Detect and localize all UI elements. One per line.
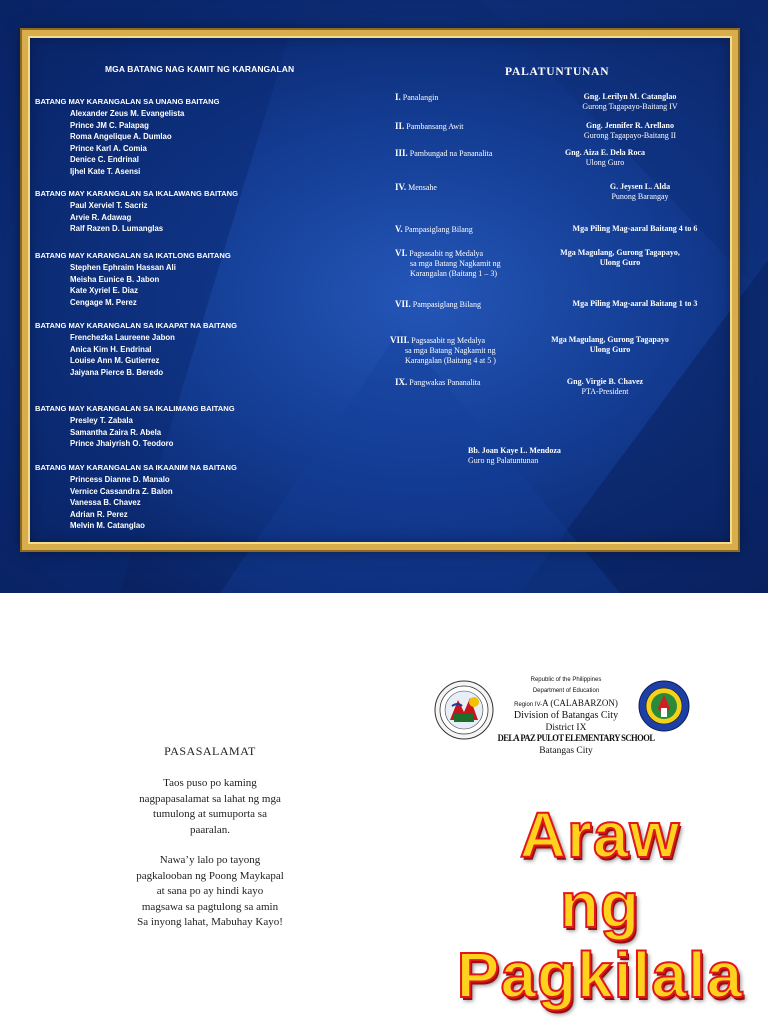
honoree-name: Frenchezka Laureene Jabon bbox=[70, 333, 175, 342]
region-line bbox=[490, 698, 642, 708]
responsible-role: Gurong Tagapayo-Baitang II bbox=[583, 131, 677, 140]
program-title: PALATUNTUNAN bbox=[505, 66, 610, 78]
thanks-line: pagkalooban ng Poong Maykapal bbox=[136, 869, 284, 882]
title-line-2: ng bbox=[559, 869, 641, 941]
program-item-label: Pagsasabit ng Medalya bbox=[409, 249, 484, 258]
honoree-name: Melvin M. Catanglao bbox=[70, 521, 145, 530]
grade-block bbox=[35, 188, 375, 235]
responsible-name: Mga Piling Mag-aaral Baitang 1 to 3 bbox=[572, 299, 698, 308]
thanks-line: at sana po ay hindi kayo bbox=[156, 885, 264, 897]
responsible-name: Mga Magulang, Gurong Tagapayo, bbox=[560, 248, 680, 257]
program-responsible bbox=[545, 377, 665, 397]
school-name: DELA PAZ PULOT ELEMENTARY SCHOOL bbox=[497, 734, 655, 744]
program-item-label: Pambansang Awit bbox=[406, 122, 464, 131]
event-title bbox=[445, 800, 755, 1010]
honoree-name: Paul Xerviel T. Sacriz bbox=[70, 201, 148, 210]
grade-block bbox=[35, 462, 375, 532]
deped-line: Department of Education bbox=[532, 688, 600, 694]
program-item-label: Pampasiglang Bilang bbox=[412, 300, 481, 309]
region-name: A (CALABARZON) bbox=[542, 698, 618, 708]
responsible-name: Gng. Virgie B. Chavez bbox=[566, 377, 644, 386]
program-responsible bbox=[545, 121, 715, 141]
program-responsible bbox=[545, 299, 725, 309]
program-item-number: IX. bbox=[395, 377, 408, 387]
honoree-name: Prince Karl A. Comia bbox=[70, 143, 147, 153]
program-item bbox=[395, 121, 464, 132]
honoree-name: Louise Ann M. Gutierrez bbox=[70, 356, 160, 365]
grade-heading: BATANG MAY KARANGALAN SA IKAAPAT NA BAITANG bbox=[35, 321, 238, 330]
honoree-name: Adrian R. Perez bbox=[70, 509, 128, 519]
honoree-name: Prince Jhaiyrish O. Teodoro bbox=[70, 439, 174, 448]
emcee-role: Guro ng Palatuntunan bbox=[468, 456, 539, 465]
program-item-number: VII. bbox=[395, 299, 411, 309]
thanks-line: paaralan. bbox=[190, 823, 230, 836]
grade-heading: BATANG MAY KARANGALAN SA IKAANIM NA BAITANG bbox=[35, 463, 237, 472]
grade-heading: BATANG MAY KARANGALAN SA IKATLONG BAITANG bbox=[35, 251, 231, 260]
grade-heading: BATANG MAY KARANGALAN SA IKALAWANG BAITANG bbox=[35, 189, 239, 198]
school-seal-logo bbox=[638, 680, 690, 732]
honoree-name: Roma Angelique A. Dumlao bbox=[70, 132, 172, 141]
grade-heading: BATANG MAY KARANGALAN SA IKALIMANG BAITANG bbox=[35, 404, 235, 413]
division-line: Division of Batangas City bbox=[513, 710, 619, 721]
grade-block bbox=[35, 96, 375, 177]
thanks-line: nagpapasalamat sa lahat ng mga bbox=[139, 792, 281, 805]
responsible-name: G. Jeysen L. Alda bbox=[609, 182, 671, 191]
program-item-number: VIII. bbox=[390, 335, 410, 345]
thanks-line: Sa inyong lahat, Mabuhay Kayo! bbox=[137, 916, 283, 928]
city-seal-logo bbox=[434, 680, 494, 740]
program-responsible bbox=[525, 335, 695, 355]
honoree-name: Princess Dianne D. Manalo bbox=[70, 475, 170, 484]
honoree-name: Jaiyana Pierce B. Beredo bbox=[70, 367, 164, 377]
program-item-label: Pambungad na Pananalita bbox=[409, 149, 493, 158]
program-item-number: VI. bbox=[395, 248, 408, 258]
district-line: District IX bbox=[545, 723, 587, 733]
program-responsible bbox=[580, 182, 700, 202]
program-item-number: IV. bbox=[395, 182, 407, 192]
program-item-number: II. bbox=[395, 121, 405, 131]
emcee-name: Bb. Joan Kaye L. Mendoza bbox=[468, 446, 561, 455]
thanks-line: Nawa’y lalo po tayong bbox=[159, 854, 261, 866]
responsible-role: PTA-President bbox=[581, 387, 629, 396]
honoree-name: Alexander Zeus M. Evangelista bbox=[70, 109, 185, 118]
program-item-label: Karangalan (Baitang 4 at 5 ) bbox=[405, 356, 496, 365]
grade-block bbox=[35, 250, 375, 308]
program-item bbox=[395, 248, 501, 279]
region-prefix: Region IV- bbox=[514, 702, 543, 708]
program-item bbox=[395, 148, 492, 159]
thanks-line: magsawa sa pagtulong sa amin bbox=[141, 900, 279, 913]
program-item bbox=[395, 224, 473, 235]
program-item-label: Karangalan (Baitang 1 – 3) bbox=[410, 269, 498, 278]
program-responsible bbox=[545, 148, 665, 168]
grade-heading: BATANG MAY KARANGALAN SA UNANG BAITANG bbox=[35, 97, 220, 106]
title-line-3: Pagkilala bbox=[456, 939, 744, 1011]
responsible-name: Mga Magulang, Gurong Tagapayo bbox=[551, 335, 669, 344]
responsible-role: Gurong Tagapayo-Baitang IV bbox=[582, 102, 678, 111]
program-responsible bbox=[545, 92, 715, 112]
program-item-label: Pagsasabit ng Medalya bbox=[411, 336, 486, 345]
honoree-name: Vernice Cassandra Z. Balon bbox=[70, 486, 173, 496]
thanks-paragraph-1 bbox=[105, 776, 315, 838]
honoree-name: Samantha Zaira R. Abela bbox=[70, 427, 162, 437]
responsible-name: Gng. Aiza E. Dela Roca bbox=[565, 148, 645, 157]
thanks-line: tumulong at sumuporta sa bbox=[153, 808, 267, 820]
program-item-number: V. bbox=[395, 224, 403, 234]
program-item-label: sa mga Batang Nagkamit ng bbox=[410, 259, 501, 268]
program-item bbox=[395, 299, 481, 310]
program-item-label: Panalangin bbox=[402, 93, 439, 102]
grade-block bbox=[35, 320, 375, 378]
title-line-1: Araw bbox=[519, 799, 681, 871]
responsible-role: Ulong Guro bbox=[589, 345, 631, 354]
program-item bbox=[395, 377, 481, 388]
responsible-role: Punong Barangay bbox=[611, 192, 669, 201]
honoree-name: Vanessa B. Chavez bbox=[70, 498, 141, 507]
program-item bbox=[390, 335, 496, 366]
responsible-name: Mga Piling Mag-aaral Baitang 4 to 6 bbox=[572, 224, 698, 233]
honoree-name: Stephen Ephraim Hassan Ali bbox=[70, 263, 176, 272]
program-responsible bbox=[540, 248, 700, 268]
honoree-name: Ralf Razen D. Lumanglas bbox=[70, 224, 164, 233]
thanks-line: Taos puso po kaming bbox=[163, 777, 257, 789]
program-item-number: III. bbox=[395, 148, 408, 158]
honoree-name: Anica Kim H. Endrinal bbox=[70, 344, 152, 354]
responsible-role: Ulong Guro bbox=[599, 258, 641, 267]
program-responsible bbox=[545, 224, 725, 234]
honoree-name: Meisha Eunice B. Jabon bbox=[70, 274, 160, 284]
program-item-label: Pangwakas Pananalita bbox=[409, 378, 481, 387]
honoree-name: Kate Xyriel E. Diaz bbox=[70, 286, 139, 295]
responsible-role: Ulong Guro bbox=[585, 158, 625, 167]
honoree-name: Prince JM C. Palapag bbox=[70, 120, 149, 130]
thanks-paragraph-2 bbox=[105, 853, 315, 931]
program-item-label: Mensahe bbox=[408, 183, 437, 192]
honoree-name: Denice C. Endrinal bbox=[70, 155, 139, 164]
honoree-name: Cengage M. Perez bbox=[70, 297, 137, 307]
honoree-name: Ijhel Kate T. Asensi bbox=[70, 166, 141, 176]
program-item-label: sa mga Batang Nagkamit ng bbox=[405, 346, 496, 355]
thanks-title: PASASALAMAT bbox=[164, 744, 256, 758]
honoree-name: Arvie R. Adawag bbox=[70, 212, 132, 222]
honorees-title: MGA BATANG NAG KAMIT NG KARANGALAN bbox=[105, 64, 295, 74]
honoree-name: Presley T. Zabala bbox=[70, 416, 133, 425]
republic-line: Republic of the Philippines bbox=[530, 677, 602, 683]
grade-block bbox=[35, 403, 375, 450]
responsible-name: Gng. Lerilyn M. Catanglao bbox=[583, 92, 677, 101]
program-item-label: Pampasiglang Bilang bbox=[404, 225, 473, 234]
program-item bbox=[395, 182, 437, 193]
program-item-number: I. bbox=[395, 92, 401, 102]
responsible-name: Gng. Jennifer R. Arellano bbox=[586, 121, 674, 130]
emcee-block bbox=[468, 446, 561, 466]
city-line: Batangas City bbox=[539, 746, 593, 756]
program-item bbox=[395, 92, 438, 103]
